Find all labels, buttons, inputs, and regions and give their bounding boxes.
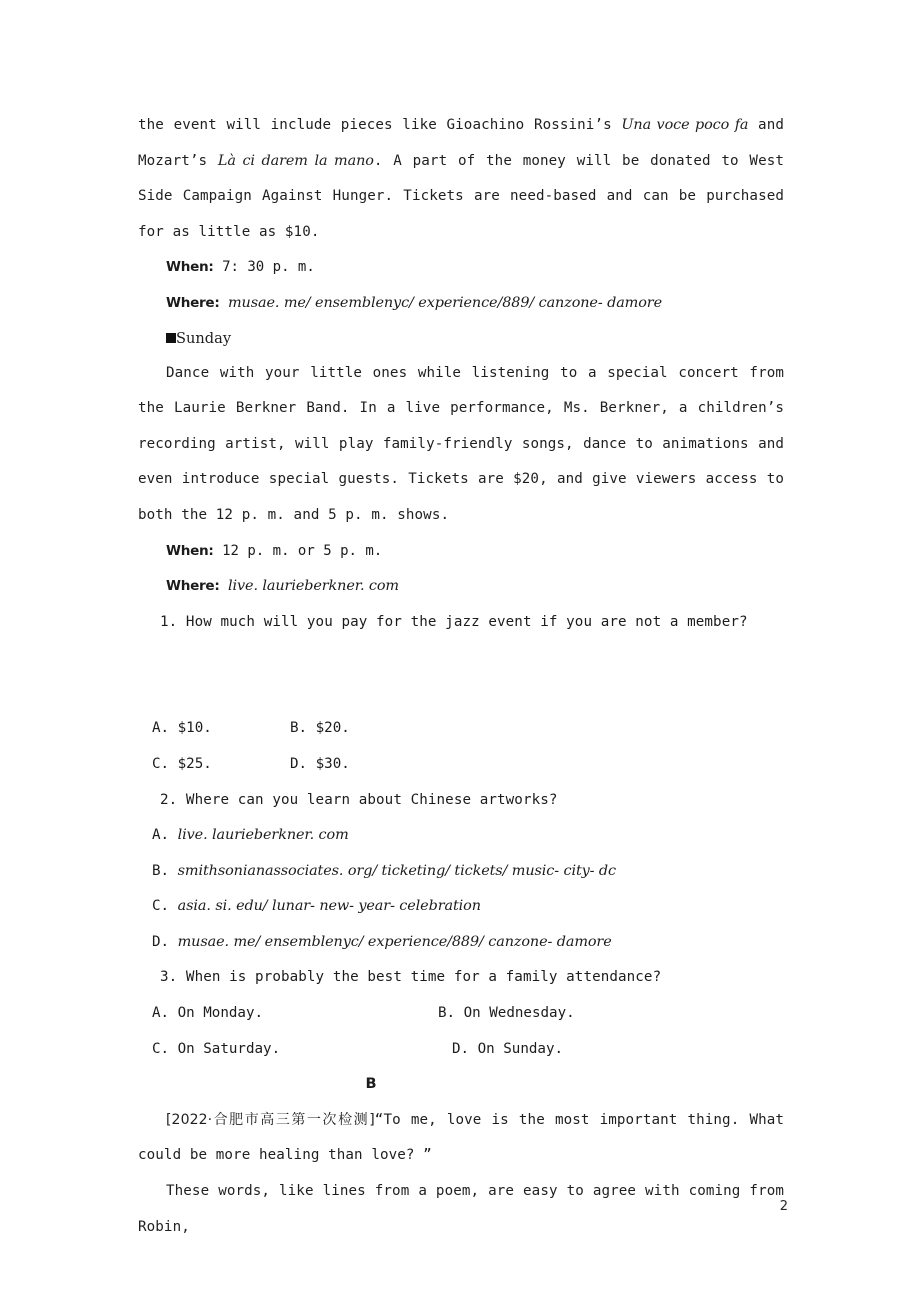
option-2d-label: D.: [152, 933, 170, 950]
option-3b-text: On Wednesday.: [463, 1005, 575, 1022]
passage-paragraph-sunday: Dance with your little ones while listening to a special concert from the Laurie Berkner Band. In a live performance, Ms. Berkner, a children’s recording artist, will play family-friendly songs, dance to animations and even introduce special guests. Tickets are $20, and give viewers access to both the 12 p. m. and 5 p. m. shows.: [138, 364, 784, 523]
sunday-day-heading: [138, 322, 784, 356]
option-3c-text: On Saturday.: [177, 1040, 281, 1057]
option-1d-text: $30.: [315, 755, 350, 772]
page-number: 2: [779, 1199, 788, 1214]
paragraph-text-lead: the event will include pieces like Gioachino Rossini’s: [138, 117, 622, 133]
question-3-stem: 3. When is probably the best time for a family attendance?: [160, 969, 662, 986]
section-b-intro-paragraph: [138, 1103, 784, 1174]
where-label: Where:: [166, 294, 220, 311]
where-label: Where:: [166, 578, 220, 595]
option-1b-text: $20.: [315, 720, 350, 737]
question-1-options-row-1: [138, 711, 784, 747]
sunday-where-line: [138, 569, 784, 605]
saturday-where-line: [138, 286, 784, 322]
option-2a[interactable]: [138, 818, 784, 854]
option-3b[interactable]: [438, 996, 575, 1032]
option-2c-url: asia. si. edu/ lunar- new- year- celebration: [177, 898, 481, 915]
question-1-options-row-2: [138, 747, 784, 783]
option-3a-text: On Monday.: [177, 1005, 264, 1022]
option-3a[interactable]: [152, 1005, 263, 1021]
option-3d-text: On Sunday.: [477, 1040, 564, 1057]
option-1b[interactable]: [290, 711, 350, 747]
option-3d[interactable]: [452, 1032, 563, 1068]
option-2b-url: smithsonianassociates. org/ ticketing/ tickets/ music- city- dc: [177, 862, 616, 879]
option-3a-label: A.: [152, 1005, 170, 1022]
question-1-stem: 1. How much will you pay for the jazz event if you are not a member?: [160, 613, 748, 630]
option-1a[interactable]: [152, 720, 212, 736]
option-3c[interactable]: [152, 1041, 280, 1057]
option-1d[interactable]: [290, 747, 350, 783]
day-label: Sunday: [176, 329, 232, 347]
question-3-options-row-1: [138, 996, 784, 1032]
option-1d-label: D.: [290, 755, 308, 772]
option-3b-label: B.: [438, 1005, 456, 1022]
option-2b[interactable]: [138, 854, 784, 890]
option-2d[interactable]: [138, 925, 784, 961]
italic-title-la-ci-darem-la-mano: Là ci darem la mano: [217, 152, 374, 169]
exam-source-tag: [2022·合肥市高三第一次检测]: [166, 1111, 375, 1128]
page-content: [138, 108, 784, 1245]
option-1c[interactable]: [152, 756, 212, 772]
when-label: When:: [166, 259, 214, 276]
option-2d-url: musae. me/ ensemblenyc/ experience/889/ canzone- damore: [177, 933, 612, 950]
answer-blank-space-question-1: [138, 640, 784, 711]
option-2c-label: C.: [152, 898, 170, 915]
option-2b-label: B.: [152, 862, 170, 879]
option-1a-label: A.: [152, 720, 170, 737]
paragraph-text-mid: and Mozart’s: [138, 117, 784, 169]
paragraph-text-tail: . A part of the money will be donated to West Side Campaign Against Hunger. Tickets are need-based and can be purchased for as little as $10.: [138, 152, 784, 240]
option-3d-label: D.: [452, 1040, 470, 1057]
where-value-url: live. laurieberkner. com: [228, 578, 399, 595]
saturday-when-line: [138, 250, 784, 286]
section-heading-b: B: [365, 1076, 377, 1093]
sunday-when-line: [138, 534, 784, 570]
when-value: 7: 30 p. m.: [222, 259, 315, 276]
where-value-url: musae. me/ ensemblenyc/ experience/889/ canzone- damore: [228, 294, 662, 311]
question-2-stem: 2. Where can you learn about Chinese artworks?: [160, 791, 558, 808]
square-bullet-icon: [166, 333, 176, 343]
when-value: 12 p. m. or 5 p. m.: [222, 542, 383, 559]
option-2a-url: live. laurieberkner. com: [177, 827, 349, 844]
option-2a-label: A.: [152, 827, 170, 844]
when-label: When:: [166, 542, 214, 559]
option-1a-text: $10.: [177, 720, 212, 737]
option-1c-label: C.: [152, 755, 170, 772]
option-3c-label: C.: [152, 1040, 170, 1057]
passage-paragraph-saturday: [138, 108, 784, 250]
option-1c-text: $25.: [177, 755, 212, 772]
option-1b-label: B.: [290, 720, 308, 737]
section-b-second-paragraph: These words, like lines from a poem, are easy to agree with coming from Robin,: [138, 1183, 784, 1235]
question-3-options-row-2: [138, 1032, 784, 1068]
italic-title-una-voce-poco-fa: Una voce poco fa: [621, 117, 749, 133]
section-b-quote: “To me, love is the most important thing. What could be more healing than love? ”: [138, 1111, 785, 1164]
option-2c[interactable]: [138, 889, 784, 925]
